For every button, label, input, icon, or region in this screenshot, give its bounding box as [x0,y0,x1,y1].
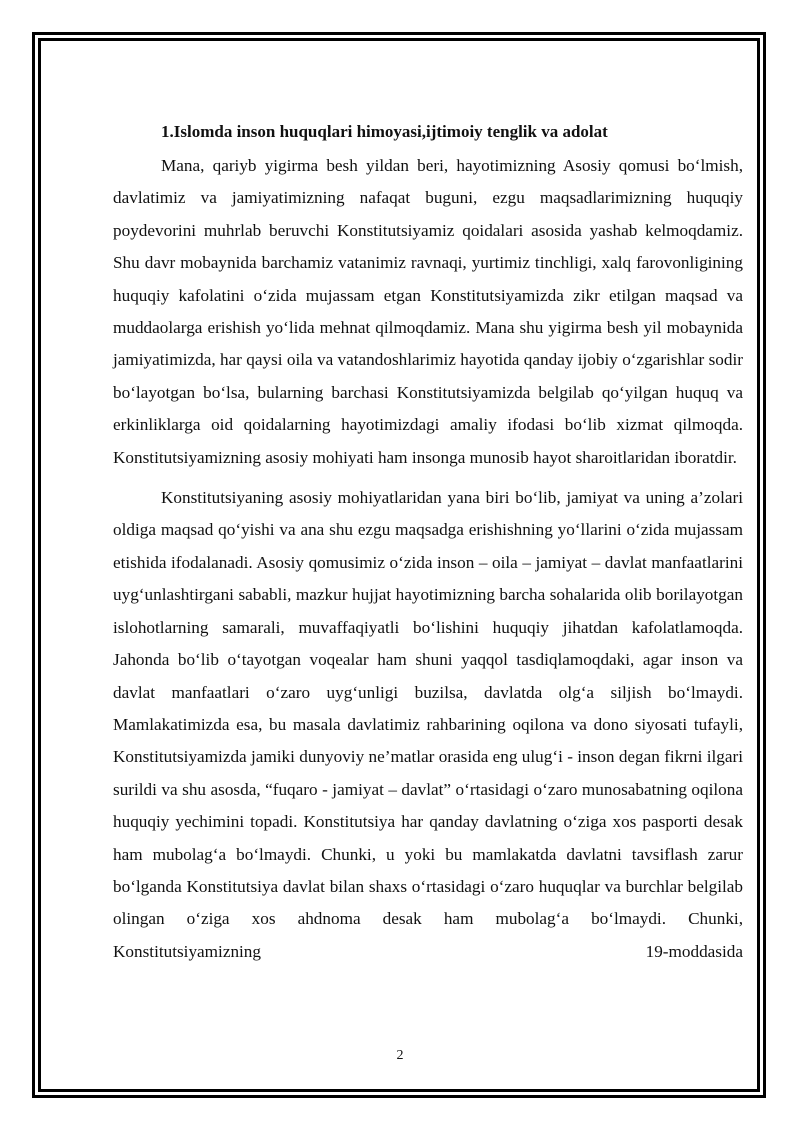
document-body [113,118,743,968]
section-heading: 1.Islomda inson huquqlari himoyasi,ijtimoiy tenglik va adolat [161,122,608,141]
paragraph-1: Mana, qariyb yigirma besh yildan beri, hayotimizning Asosiy qomusi bo‘lmish, davlatimiz va jamiyatimizning nafaqat buguni, ezgu maqsadlarimizning huquqiy poydevorini muhrlab beruvchi Konstitutsiyamiz qoidalari asosida yashab kelmoqdamiz. Shu davr mobaynida barchamiz vatanimiz ravnaqi, yurtimiz tinchligi, xalq farovonligining huquqiy kafolatini o‘zida mujassam etgan Konstitutsiyamizda zikr etilgan maqsad va muddaolarga erishish yo‘lida mehnat qilmoqdamiz. Mana shu yigirma besh yil mobaynida jamiyatimizda, har qaysi oila va vatandoshlarimiz hayotida qanday ijobiy o‘zgarishlar sodir bo‘layotgan bo‘lsa, bularning barchasi Konstitutsiyamizda belgilab qo‘yilgan huquq va erkinliklarga oid qoidalarning hayotimizdagi amaliy ifodasi bo‘lib xizmat qilmoqda. Konstitutsiyamizning asosiy mohiyati ham insonga munosib hayot sharoitlaridan iboratdir. [113,156,743,467]
page-number: 2 [396,1048,404,1063]
paragraph-2: Konstitutsiyaning asosiy mohiyatlaridan yana biri bo‘lib, jamiyat va uning a’zolari oldiga maqsad qo‘yishi va ana shu ezgu maqsadga erishishning yo‘llarini o‘zida mujassam etishida ifodalanadi. Asosiy qomusimiz o‘zida inson – oila – jamiyat – davlat manfaatlarini uyg‘unlashtirgani sababli, mazkur hujjat hayotimizning barcha sohalarida olib borilayotgan islohotlarning samarali, muvaffaqiyatli bo‘lishini huquqiy jihatdan kafolatlamoqda. Jahonda bo‘lib o‘tayotgan voqealar ham shuni yaqqol tasdiqlamoqdaki, agar inson va davlat manfaatlari o‘zaro uyg‘unligi buzilsa, davlatda olg‘a siljish bo‘lmaydi. Mamlakatimizda esa, bu masala davlatimiz rahbarining oqilona va dono siyosati tufayli, Konstitutsiyamizda jamiki dunyoviy ne’matlar orasida eng ulug‘i - inson degan fikrni ilgari surildi va shu asosda, “fuqaro - jamiyat – davlat” o‘rtasidagi o‘zaro munosabatning oqilona huquqiy yechimini topadi. Konstitutsiya har qanday davlatning o‘ziga xos pasporti desak ham mubolag‘a bo‘lmaydi. Chunki, u yoki bu mamlakatda davlatni tavsiflash zarur bo‘lganda Konstitutsiya davlat bilan shaxs o‘rtasidagi o‘zaro huquqlar va burchlar belgilab olingan o‘ziga xos ahdnoma desak ham mubolag‘a bo‘lmaydi. Chunki, Konstitutsiyamizning 19-moddasida [113,488,743,961]
